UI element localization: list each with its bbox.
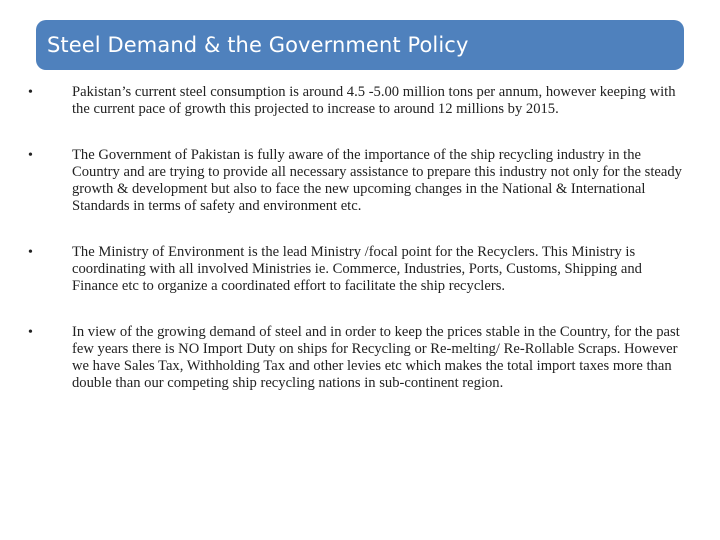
bullet-item bbox=[26, 244, 686, 295]
bullet-item bbox=[26, 84, 686, 118]
title-bar bbox=[36, 20, 684, 70]
bullet-text: The Government of Pakistan is fully aware of the importance of the ship recycling industry in the Country and are trying to provide all necessary assistance to prepare this industry not only for the steady growth & development but also to face the new upcoming changes in the National & International Standards in terms of safety and environment etc. bbox=[72, 147, 682, 214]
bullet-marker: • bbox=[28, 245, 33, 260]
bullet-marker: • bbox=[28, 325, 33, 340]
slide-title: Steel Demand & the Government Policy bbox=[47, 33, 469, 57]
bullet-text: In view of the growing demand of steel and in order to keep the prices stable in the Country, for the past few years there is NO Import Duty on ships for Recycling or Re-melting/ Re-Rollable Scraps. However we have Sales Tax, Withholding Tax and other levies etc which makes the total import taxes more than double than our competing ship recycling nations in sub-continent region. bbox=[72, 324, 680, 391]
bullet-item bbox=[26, 324, 686, 392]
bullet-marker: • bbox=[28, 148, 33, 163]
bullet-list bbox=[26, 84, 686, 392]
bullet-item bbox=[26, 147, 686, 215]
bullet-text: The Ministry of Environment is the lead Ministry /focal point for the Recyclers. This Ministry is coordinating with all involved Ministries ie. Commerce, Industries, Ports, Customs, Shipping and Finance etc to organize a coordinated effort to facilitate the ship recyclers. bbox=[72, 244, 642, 294]
bullet-text: Pakistan’s current steel consumption is around 4.5 -5.00 million tons per annum, however keeping with the current pace of growth this projected to increase to around 12 millions by 2015. bbox=[72, 84, 676, 117]
bullet-marker: • bbox=[28, 85, 33, 100]
